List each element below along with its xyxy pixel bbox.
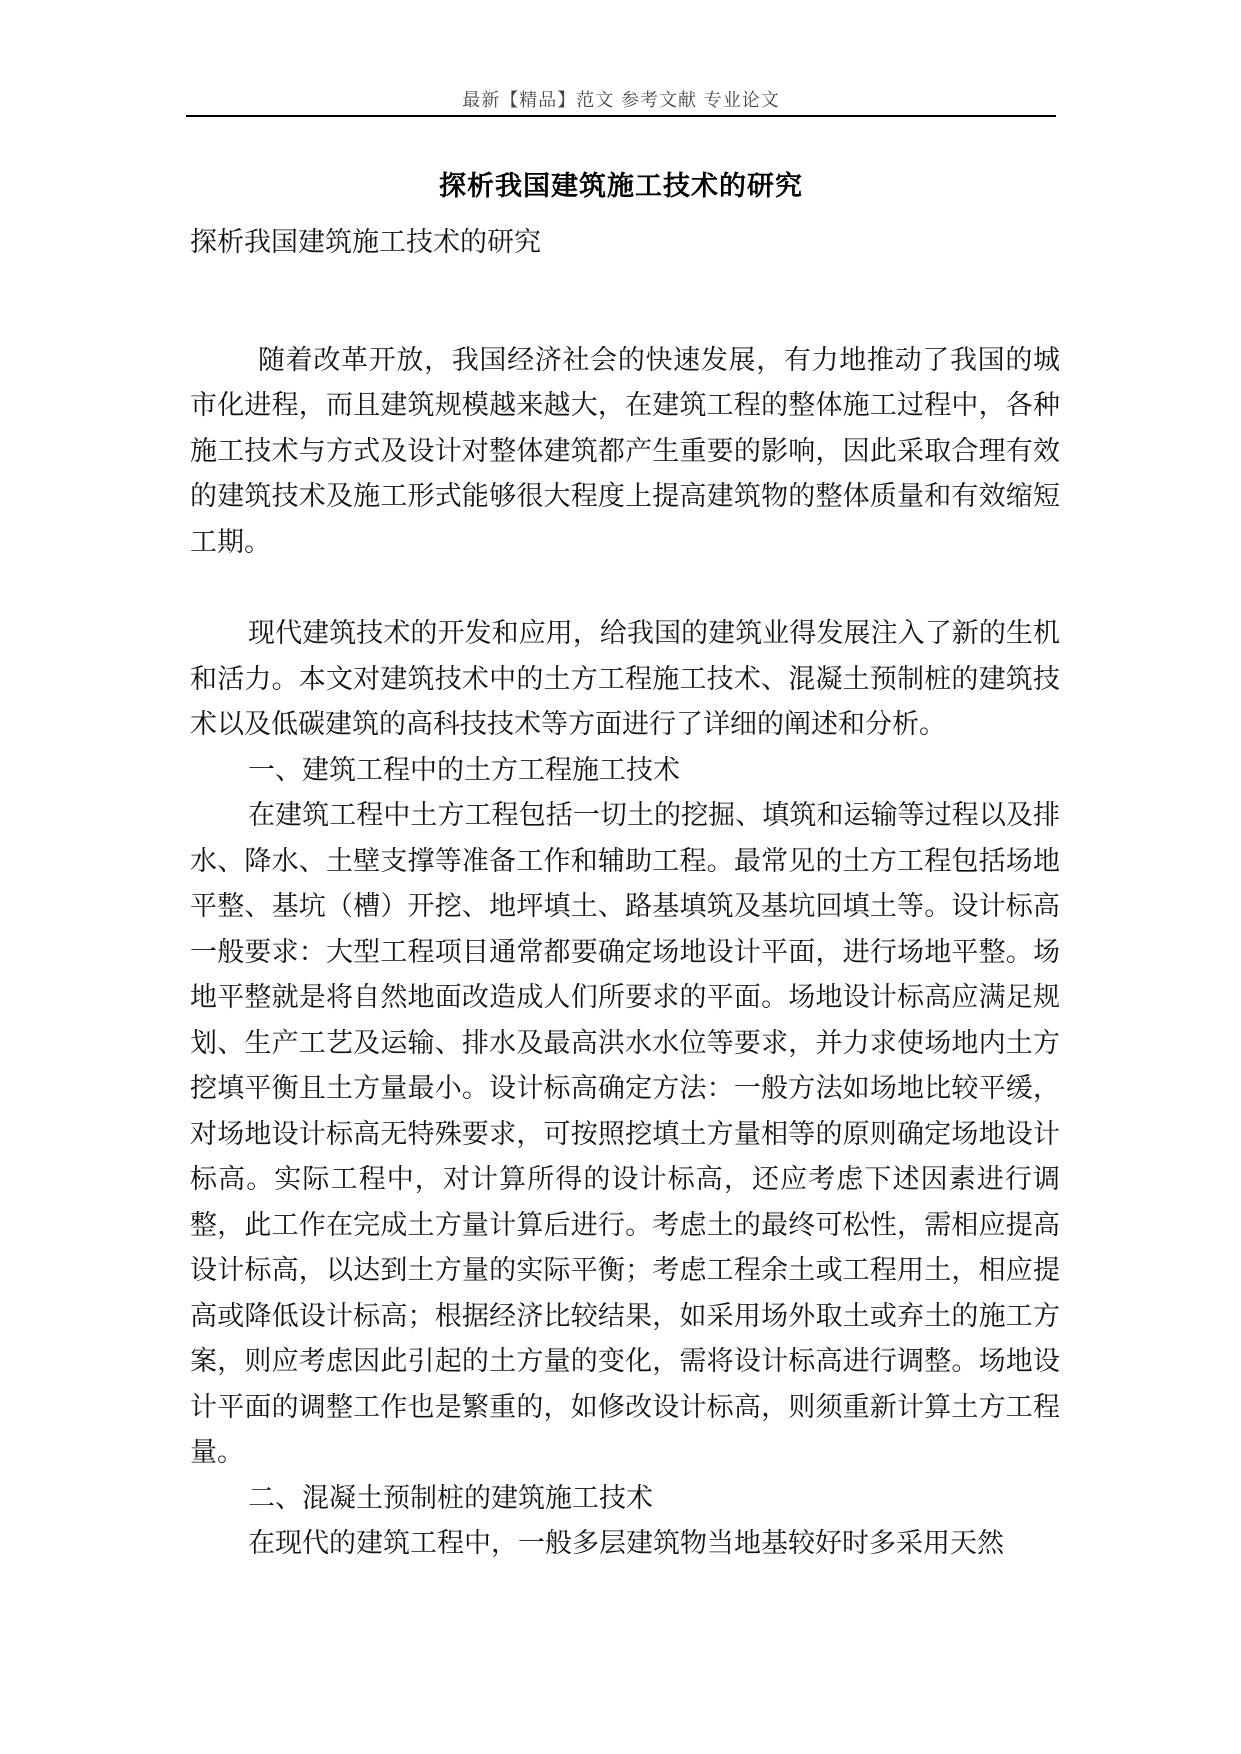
spacer — [190, 565, 1060, 611]
page-header: 最新【精品】范文 参考文献 专业论文 — [462, 90, 780, 111]
header-divider — [186, 115, 1056, 117]
document-body — [190, 220, 1060, 1567]
section-heading-2: 二、混凝土预制桩的建筑施工技术 — [248, 1482, 653, 1514]
paragraph-overview: 现代建筑技术的开发和应用，给我国的建筑业得发展注入了新的生机和活力。本文对建筑技术中的土方工程施工技术、混凝土预制桩的建筑技术以及低碳建筑的高科技技术等方面进行了详细的阐述和分析。 — [190, 618, 1060, 740]
paragraph-intro: 随着改革开放，我国经济社会的快速发展，有力地推动了我国的城市化进程，而且建筑规模越来越大，在建筑工程的整体施工过程中，各种施工技术与方式及设计对整体建筑都产生重要的影响，因此采取合理有效的建筑技术及施工形式能够很大程度上提高建筑物的整体质量和有效缩短工期。 — [190, 344, 1060, 558]
section-heading-1: 一、建筑工程中的土方工程施工技术 — [248, 754, 680, 786]
document-title: 探析我国建筑施工技术的研究 — [439, 171, 803, 202]
paragraph-earthwork: 在建筑工程中土方工程包括一切土的挖掘、填筑和运输等过程以及排水、降水、土壁支撑等准备工作和辅助工程。最常见的土方工程包括场地平整、基坑（槽）开挖、地坪填土、路基填筑及基坑回填土等。设计标高一般要求：大型工程项目通常都要确定场地设计平面，进行场地平整。场地平整就是将自然地面改造成人们所要求的平面。场地设计标高应满足规划、生产工艺及运输、排水及最高洪水水位等要求，并力求使场地内土方挖填平衡且土方量最小。设计标高确定方法：一般方法如场地比较平缓，对场地设计标高无特殊要求，可按照挖填土方量相等的原则确定场地设计标高。实际工程中，对计算所得的设计标高，还应考虑下述因素进行调整，此工作在完成土方量计算后进行。考虑土的最终可松性，需相应提高设计标高，以达到土方量的实际平衡；考虑工程余土或工程用土，相应提高或降低设计标高；根据经济比较结果，如采用场外取土或弃土的施工方案，则应考虑因此引起的土方量的变化，需将设计标高进行调整。场地设计平面的调整工作也是繁重的，如修改设计标高，则须重新计算土方工程量。 — [190, 800, 1060, 1468]
spacer — [190, 302, 1060, 338]
document-subtitle: 探析我国建筑施工技术的研究 — [190, 227, 541, 258]
paragraph-precast-pile: 在现代的建筑工程中，一般多层建筑物当地基较好时多采用天然 — [248, 1528, 1004, 1559]
